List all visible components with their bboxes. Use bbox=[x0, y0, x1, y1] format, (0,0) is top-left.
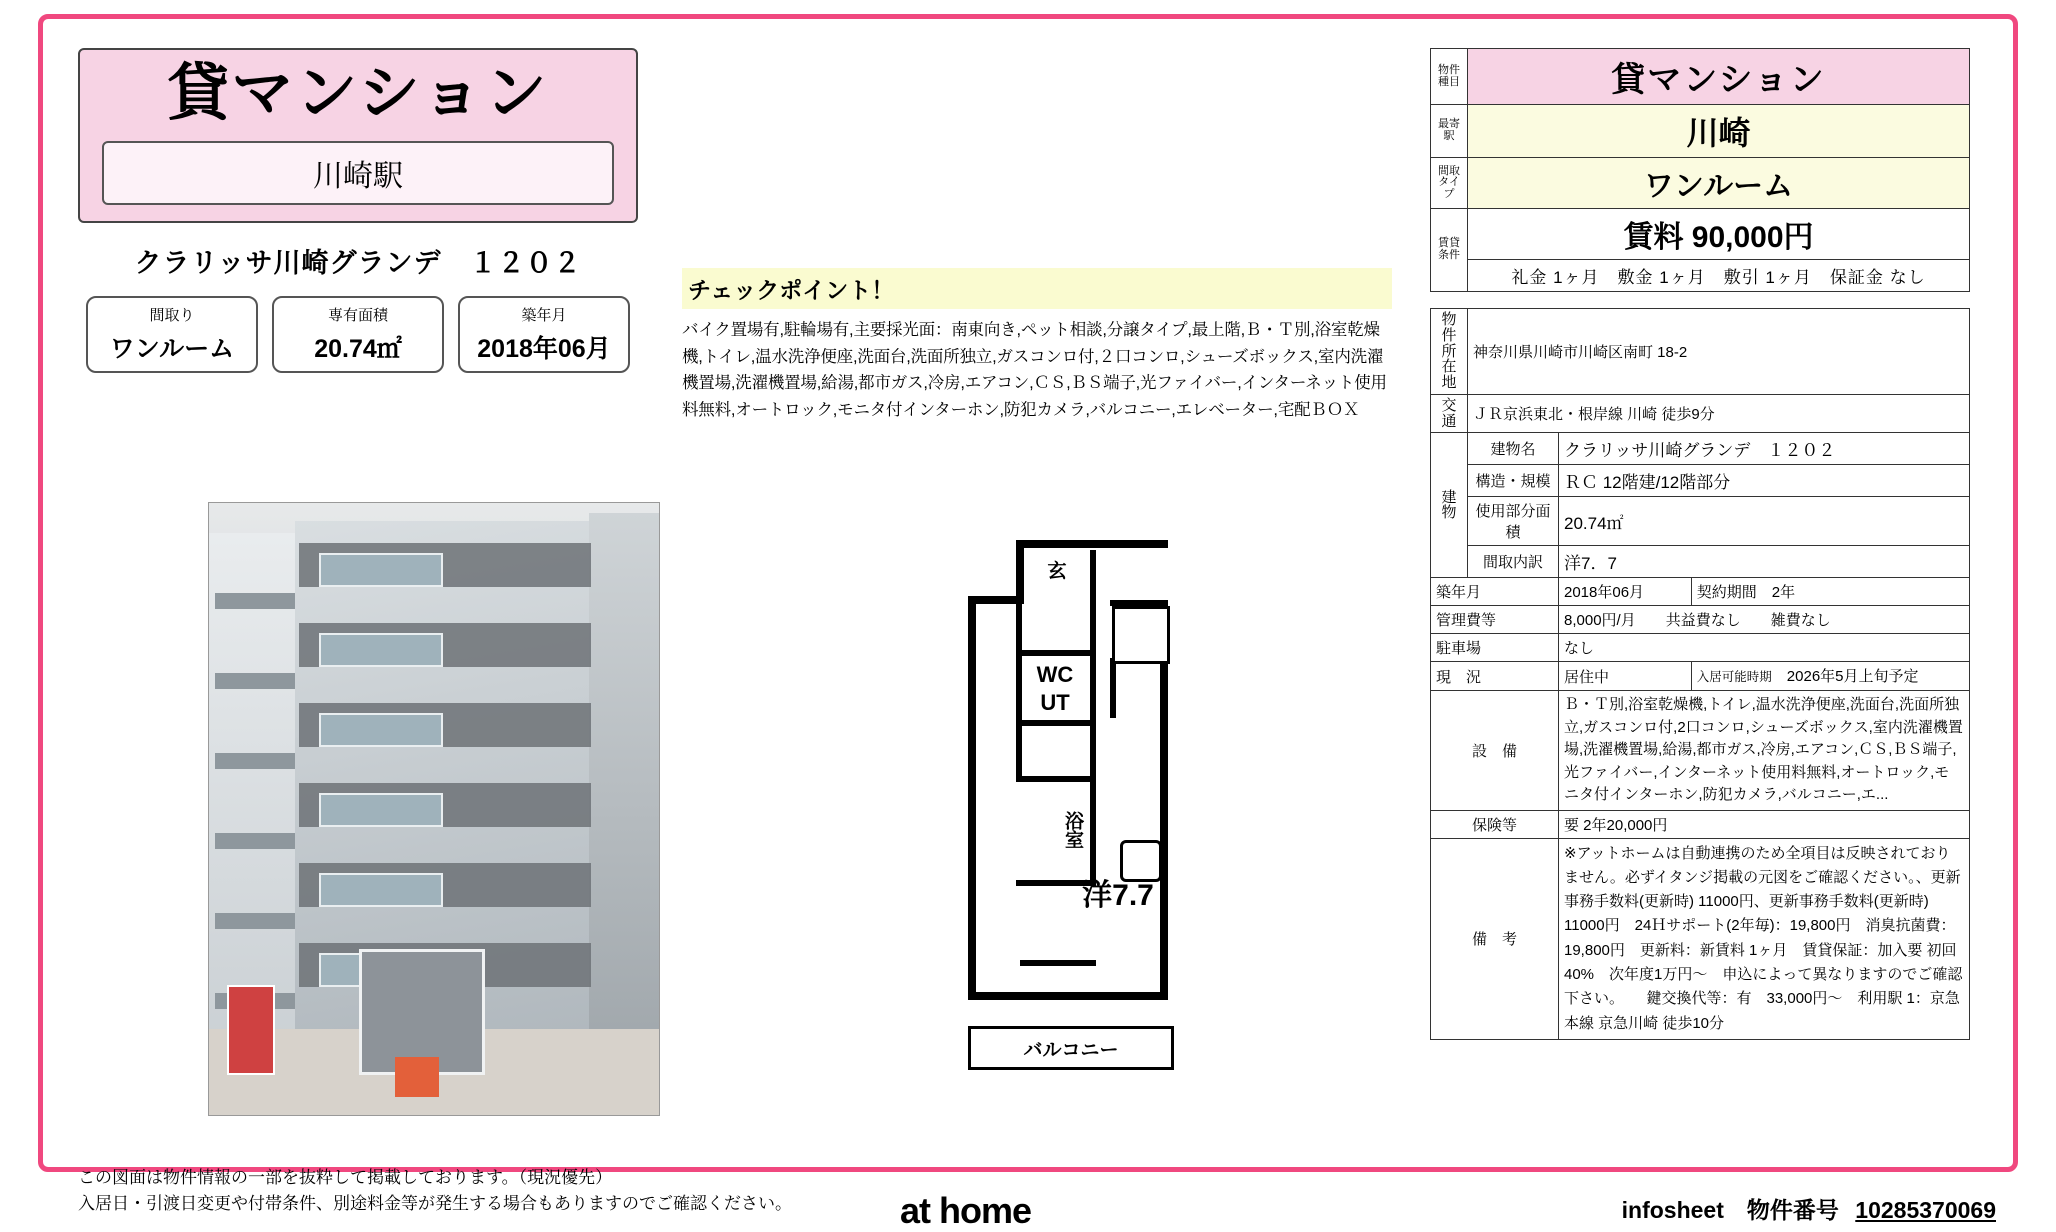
sub-label: 使用部分面積 bbox=[1468, 497, 1559, 546]
status-value: 居住中 bbox=[1559, 662, 1692, 691]
equipment-value: Ｂ・Ｔ別,浴室乾燥機,トイレ,温水洗浄便座,洗面台,洗面所独立,ガスコンロ付,2口コンロ,シューズボックス,室内洗濯機置場,洗濯機置場,給湯,都市ガス,冷房,エアコン,ＣＳ,ＢＳ端子,光ファイバー,インターネット使用料無料,オートロック,モニタ付インターホン,防犯カメラ,バルコニー,エ... bbox=[1559, 691, 1970, 811]
row-label: 間取タイプ bbox=[1431, 158, 1468, 209]
move-in-value: 入居可能時期 2026年5月上旬予定 bbox=[1691, 662, 1969, 691]
contract-period: 契約期間 2年 bbox=[1691, 578, 1969, 606]
spec-row bbox=[78, 296, 638, 373]
athome-logo: at home bbox=[900, 1190, 1032, 1231]
room-label-wc: WC bbox=[1036, 662, 1074, 687]
station-box: 川崎駅 bbox=[102, 141, 614, 205]
checkpoint-block bbox=[682, 268, 1392, 424]
property-type-value: 貸マンション bbox=[1468, 49, 1970, 105]
status-label: 現 況 bbox=[1431, 662, 1559, 691]
spec-label: 専有面積 bbox=[327, 307, 388, 325]
spec-value: 20.74㎡ bbox=[314, 335, 402, 364]
right-column bbox=[1430, 48, 1970, 1040]
building-photo bbox=[208, 502, 660, 1116]
built-value: 2018年06月 bbox=[1559, 578, 1692, 606]
room-label-ut: UT bbox=[1040, 690, 1070, 715]
transport-label: 交通 bbox=[1431, 394, 1468, 433]
row-label: 物件種目 bbox=[1431, 49, 1468, 105]
transport-value: ＪＲ京浜東北・根岸線 川崎 徒歩9分 bbox=[1468, 394, 1970, 433]
remark-label: 備 考 bbox=[1431, 838, 1559, 1039]
checkpoint-title: チェックポイント！ bbox=[682, 268, 1392, 309]
detail-table bbox=[1430, 308, 1970, 1040]
row-label: 最寄駅 bbox=[1431, 105, 1468, 158]
built-label: 築年月 bbox=[1431, 578, 1559, 606]
sub-label: 構造・規模 bbox=[1468, 465, 1559, 497]
layout-type-value: ワンルーム bbox=[1468, 158, 1970, 209]
spec-value: 2018年06月 bbox=[477, 335, 611, 364]
parking-value: なし bbox=[1559, 634, 1970, 662]
management-fee-value: 8,000円/月 共益費なし 雑費なし bbox=[1559, 606, 1970, 634]
management-fee-label: 管理費等 bbox=[1431, 606, 1559, 634]
summary-table bbox=[1430, 48, 1970, 292]
room-label-bath: 浴室 bbox=[1062, 811, 1083, 849]
room-label-genkan: 玄 bbox=[1047, 561, 1067, 582]
area-value: 20.74㎡ bbox=[1559, 497, 1970, 546]
spec-built bbox=[458, 296, 630, 373]
room-label-washitsu: 洋7.7 bbox=[1082, 879, 1154, 912]
spec-label: 間取り bbox=[149, 307, 195, 325]
spec-label: 築年月 bbox=[521, 307, 567, 325]
equipment-label: 設 備 bbox=[1431, 691, 1559, 811]
spec-area bbox=[272, 296, 444, 373]
title-box bbox=[78, 48, 638, 223]
footer-note bbox=[78, 1165, 978, 1218]
structure-value: ＲＣ 12階建/12階部分 bbox=[1559, 465, 1970, 497]
building-name-value: クラリッサ川崎グランデ １２０２ bbox=[1559, 433, 1970, 465]
building-label: 建物 bbox=[1431, 433, 1468, 578]
address-label: 物件所在地 bbox=[1431, 309, 1468, 395]
infosheet-block bbox=[1622, 1192, 1996, 1225]
page-title: 貸マンション bbox=[167, 56, 549, 129]
footer-note-line2: 入居日・引渡日変更や付帯条件、別途料金等が発生する場合もありますのでご確認ください。 bbox=[78, 1194, 792, 1214]
fees-value: 礼金 1ヶ月 敷金 1ヶ月 敷引 1ヶ月 保証金 なし bbox=[1468, 260, 1970, 292]
nearest-station-value: 川崎 bbox=[1468, 105, 1970, 158]
spec-layout bbox=[86, 296, 258, 373]
layout-breakdown-value: 洋7．7 bbox=[1559, 546, 1970, 578]
balcony-label: バルコニー bbox=[968, 1026, 1174, 1070]
left-column bbox=[78, 48, 638, 373]
checkpoint-body: バイク置場有,駐輪場有,主要採光面：南東向き,ペット相談,分譲タイプ,最上階,Ｂ・Ｔ別,浴室乾燥機,トイレ,温水洗浄便座,洗面台,洗面所独立,ガスコンロ付,２口コンロ,シューズボックス,室内洗濯機置場,洗濯機置場,給湯,都市ガス,冷房,エアコン,ＣＳ,ＢＳ端子,光ファイバー,インターネット使用料無料,オートロック,モニタ付インターホン,防犯カメラ,バルコニー,エレベーター,宅配ＢＯＸ bbox=[682, 321, 1387, 420]
remark-value: ※アットホームは自動連携のため全項目は反映されておりません。必ずイタンジ掲載の元図をご確認ください。、更新事務手数料(更新時) 11000円、更新事務手数料(更新時) 11000円 24Ｈサポート(2年毎)：19,800円 消臭抗菌費：19,800円 更新料：新賃料 1ヶ月 賃貸保証：加入要 初回40% 次年度1万円～ 申込によって異なりますのでご確認下さい。 鍵交換代等：有 33,000円～ 利用駅 1：京急本線 京急川崎 徒歩10分 bbox=[1559, 838, 1970, 1039]
footer-note-line1: この図面は物件情報の一部を抜粋して掲載しております。（現況優先） bbox=[78, 1168, 613, 1187]
rent-conditions-label: 賃貸条件 bbox=[1431, 209, 1468, 292]
sub-label: 間取内訳 bbox=[1468, 546, 1559, 578]
parking-label: 駐車場 bbox=[1431, 634, 1559, 662]
sub-label: 建物名 bbox=[1468, 433, 1559, 465]
building-name: クラリッサ川崎グランデ １２０２ bbox=[134, 248, 582, 279]
insurance-label: 保険等 bbox=[1431, 810, 1559, 838]
address-value: 神奈川県川崎市川崎区南町 18-2 bbox=[1468, 309, 1970, 395]
rent-value: 賃料 90,000円 bbox=[1468, 209, 1970, 260]
insurance-value: 要 2年20,000円 bbox=[1559, 810, 1970, 838]
property-number: 10285370069 bbox=[1855, 1197, 1996, 1223]
spec-value: ワンルーム bbox=[109, 335, 235, 364]
floor-plan bbox=[960, 540, 1190, 1070]
infosheet-label: infosheet 物件番号 bbox=[1621, 1197, 1839, 1223]
